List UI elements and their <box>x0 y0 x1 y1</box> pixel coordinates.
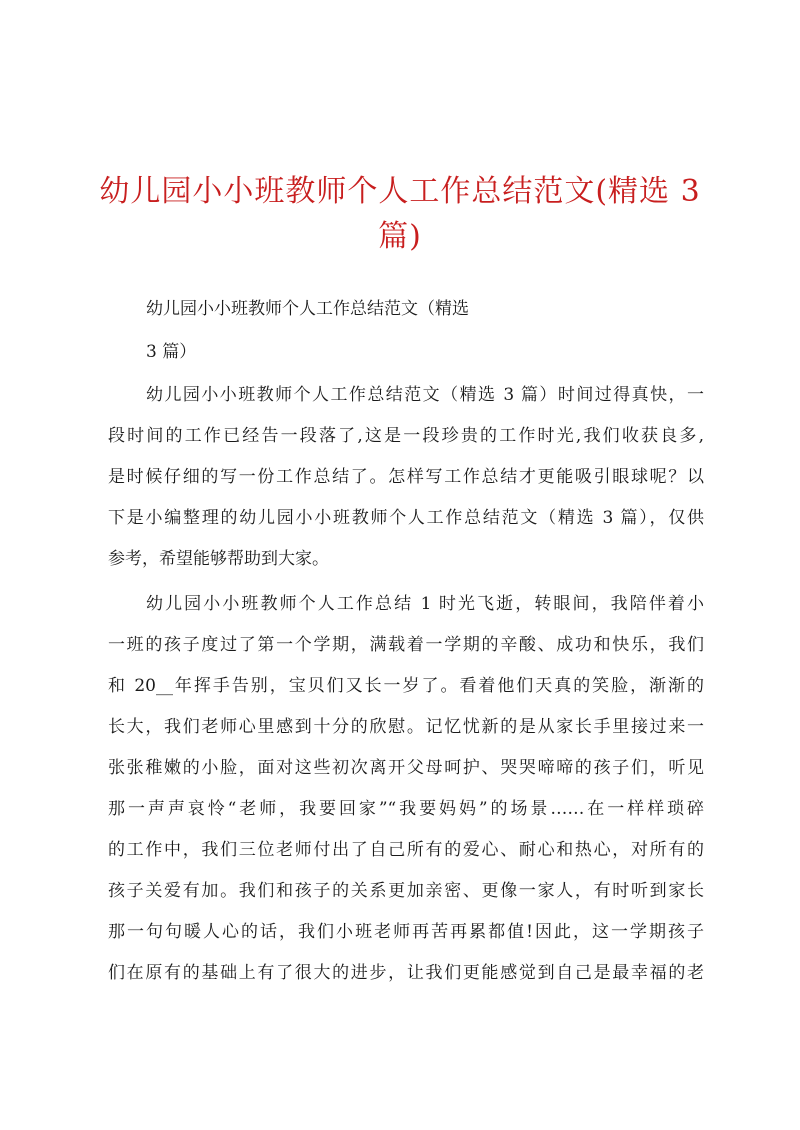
subtitle-line-2: 3 篇） <box>146 342 197 362</box>
paragraph-1-line-3: 是时候仔细的写一份工作总结了。怎样写工作总结才更能吸引眼球呢？以 <box>108 467 704 487</box>
document-title-line-2: 篇) <box>378 219 422 254</box>
paragraph-2-line-6: 那一声声哀怜“老师，我要回家”“我要妈妈”的场景……在一样样琐碎 <box>108 799 704 819</box>
paragraph-1-line-5: 参考，希望能够帮助到大家。 <box>108 549 329 569</box>
paragraph-2-line-4: 长大，我们老师心里感到十分的欣慰。记忆忧新的是从家长手里接过来一 <box>108 717 704 737</box>
paragraph-1-line-2: 段时间的工作已经告一段落了,这是一段珍贵的工作时光,我们收获良多, <box>108 426 704 446</box>
paragraph-2-line-3: 和 20__年挥手告别，宝贝们又长一岁了。看着他们天真的笑脸，渐渐的 <box>108 676 704 696</box>
paragraph-2-line-9: 那一句句暖人心的话，我们小班老师再苦再累都值!因此，这一学期孩子 <box>108 922 704 942</box>
paragraph-2-line-2: 一班的孩子度过了第一个学期，满载着一学期的辛酸、成功和快乐，我们 <box>108 635 704 655</box>
paragraph-2-line-1: 幼儿园小小班教师个人工作总结 1 时光飞逝，转眼间，我陪伴着小 <box>146 594 704 614</box>
paragraph-2-line-5: 张张稚嫩的小脸，面对这些初次离开父母呵护、哭哭啼啼的孩子们，听见 <box>108 758 704 778</box>
paragraph-1-line-1: 幼儿园小小班教师个人工作总结范文（精选 3 篇）时间过得真快，一 <box>146 385 704 405</box>
paragraph-1-line-4: 下是小编整理的幼儿园小小班教师个人工作总结范文（精选 3 篇），仅供 <box>108 508 704 528</box>
document-title-line-1: 幼儿园小小班教师个人工作总结范文(精选 3 <box>99 174 701 209</box>
paragraph-2-line-8: 孩子关爱有加。我们和孩子的关系更加亲密、更像一家人，有时听到家长 <box>108 881 704 901</box>
subtitle-line-1: 幼儿园小小班教师个人工作总结范文（精选 <box>146 299 469 319</box>
paragraph-2-line-7: 的工作中，我们三位老师付出了自己所有的爱心、耐心和热心，对所有的 <box>108 840 704 860</box>
paragraph-2-line-10: 们在原有的基础上有了很大的进步，让我们更能感觉到自己是最幸福的老 <box>108 963 704 983</box>
